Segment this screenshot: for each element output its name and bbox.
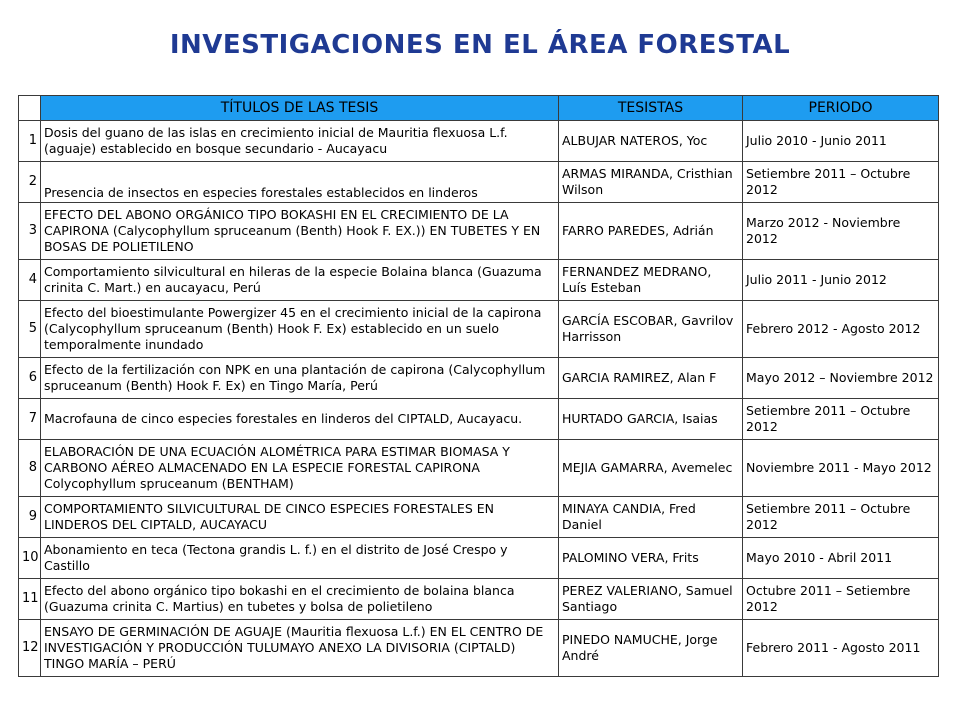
thesis-title: Efecto de la fertilización con NPK en una plantación de capirona (Calycophyllum spruceanum (Benth) Hook F. Ex) en Tingo María, Perú [41, 358, 559, 399]
row-number: 10 [19, 538, 41, 579]
thesis-author: PEREZ VALERIANO, Samuel Santiago [559, 579, 743, 620]
table-row [19, 358, 939, 399]
thesis-author: GARCÍA ESCOBAR, Gavrilov Harrisson [559, 301, 743, 358]
thesis-title: EFECTO DEL ABONO ORGÁNICO TIPO BOKASHI EN EL CRECIMIENTO DE LA CAPIRONA (Calycophyllum spruceanum (Benth) Hook F. EX.)) EN TUBETES Y EN BOSAS DE POLIETILENO [41, 203, 559, 260]
thesis-author: FERNANDEZ MEDRANO, Luís Esteban [559, 260, 743, 301]
row-number: 8 [19, 440, 41, 497]
thesis-period: Noviembre 2011 - Mayo 2012 [743, 440, 939, 497]
row-number: 5 [19, 301, 41, 358]
row-number: 1 [19, 121, 41, 162]
thesis-period: Julio 2011 - Junio 2012 [743, 260, 939, 301]
thesis-author: MEJIA GAMARRA, Avemelec [559, 440, 743, 497]
table-row [19, 579, 939, 620]
table-row [19, 399, 939, 440]
thesis-title: Macrofauna de cinco especies forestales en linderos del CIPTALD, Aucayacu. [41, 399, 559, 440]
thesis-table [18, 95, 939, 677]
row-number: 11 [19, 579, 41, 620]
table-row [19, 301, 939, 358]
thesis-title: COMPORTAMIENTO SILVICULTURAL DE CINCO ESPECIES FORESTALES EN LINDEROS DEL CIPTALD, AUCAYACU [41, 497, 559, 538]
thesis-author: ALBUJAR NATEROS, Yoc [559, 121, 743, 162]
thesis-title: ELABORACIÓN DE UNA ECUACIÓN ALOMÉTRICA PARA ESTIMAR BIOMASA Y CARBONO AÉREO ALMACENADO EN LA ESPECIE FORESTAL CAPIRONA Colycophyllum spruceanum (BENTHAM) [41, 440, 559, 497]
table-row [19, 497, 939, 538]
thesis-period: Febrero 2012 - Agosto 2012 [743, 301, 939, 358]
table-row [19, 260, 939, 301]
thesis-title: Comportamiento silvicultural en hileras de la especie Bolaina blanca (Guazuma crinita C. Mart.) en aucayacu, Perú [41, 260, 559, 301]
row-number: 9 [19, 497, 41, 538]
thesis-period: Octubre 2011 – Setiembre 2012 [743, 579, 939, 620]
thesis-title: Efecto del bioestimulante Powergizer 45 en el crecimiento inicial de la capirona (Calycophyllum spruceanum (Benth) Hook F. Ex) establecido en un suelo temporalmente inundado [41, 301, 559, 358]
table-header-row [19, 96, 939, 121]
thesis-author: ARMAS MIRANDA, Cristhian Wilson [559, 162, 743, 203]
thesis-period: Mayo 2010 - Abril 2011 [743, 538, 939, 579]
thesis-title: Abonamiento en teca (Tectona grandis L. f.) en el distrito de José Crespo y Castillo [41, 538, 559, 579]
thesis-author: HURTADO GARCIA, Isaias [559, 399, 743, 440]
header-tesistas: TESISTAS [559, 96, 743, 121]
table-row [19, 440, 939, 497]
thesis-author: GARCIA RAMIREZ, Alan F [559, 358, 743, 399]
thesis-period: Mayo 2012 – Noviembre 2012 [743, 358, 939, 399]
thesis-period: Febrero 2011 - Agosto 2011 [743, 620, 939, 677]
thesis-period: Setiembre 2011 – Octubre 2012 [743, 162, 939, 203]
row-number: 7 [19, 399, 41, 440]
row-number: 12 [19, 620, 41, 677]
row-number: 3 [19, 203, 41, 260]
table-row [19, 538, 939, 579]
table-row [19, 203, 939, 260]
table-row [19, 620, 939, 677]
thesis-period: Setiembre 2011 – Octubre 2012 [743, 497, 939, 538]
thesis-title: Presencia de insectos en especies forestales establecidos en linderos [41, 162, 559, 203]
thesis-author: PALOMINO VERA, Frits [559, 538, 743, 579]
header-periodo: PERIODO [743, 96, 939, 121]
thesis-author: FARRO PAREDES, Adrián [559, 203, 743, 260]
row-number: 2 [19, 162, 41, 203]
thesis-period: Julio 2010 - Junio 2011 [743, 121, 939, 162]
thesis-period: Setiembre 2011 – Octubre 2012 [743, 399, 939, 440]
row-number: 6 [19, 358, 41, 399]
header-titles: TÍTULOS DE LAS TESIS [41, 96, 559, 121]
thesis-author: PINEDO NAMUCHE, Jorge André [559, 620, 743, 677]
thesis-author: MINAYA CANDIA, Fred Daniel [559, 497, 743, 538]
thesis-title: Efecto del abono orgánico tipo bokashi en el crecimiento de bolaina blanca (Guazuma crinita C. Martius) en tubetes y bolsa de polietileno [41, 579, 559, 620]
row-number: 4 [19, 260, 41, 301]
page-title: INVESTIGACIONES EN EL ÁREA FORESTAL [169, 30, 791, 60]
header-number [19, 96, 41, 121]
table-row [19, 162, 939, 203]
thesis-title: ENSAYO DE GERMINACIÓN DE AGUAJE (Mauritia flexuosa L.f.) EN EL CENTRO DE INVESTIGACIÓN Y PRODUCCIÓN TULUMAYO ANEXO LA DIVISORIA (CIPTALD) TINGO MARÍA – PERÚ [41, 620, 559, 677]
table-row [19, 121, 939, 162]
thesis-period: Marzo 2012 - Noviembre 2012 [743, 203, 939, 260]
thesis-title: Dosis del guano de las islas en crecimiento inicial de Mauritia flexuosa L.f. (aguaje) establecido en bosque secundario - Aucayacu [41, 121, 559, 162]
